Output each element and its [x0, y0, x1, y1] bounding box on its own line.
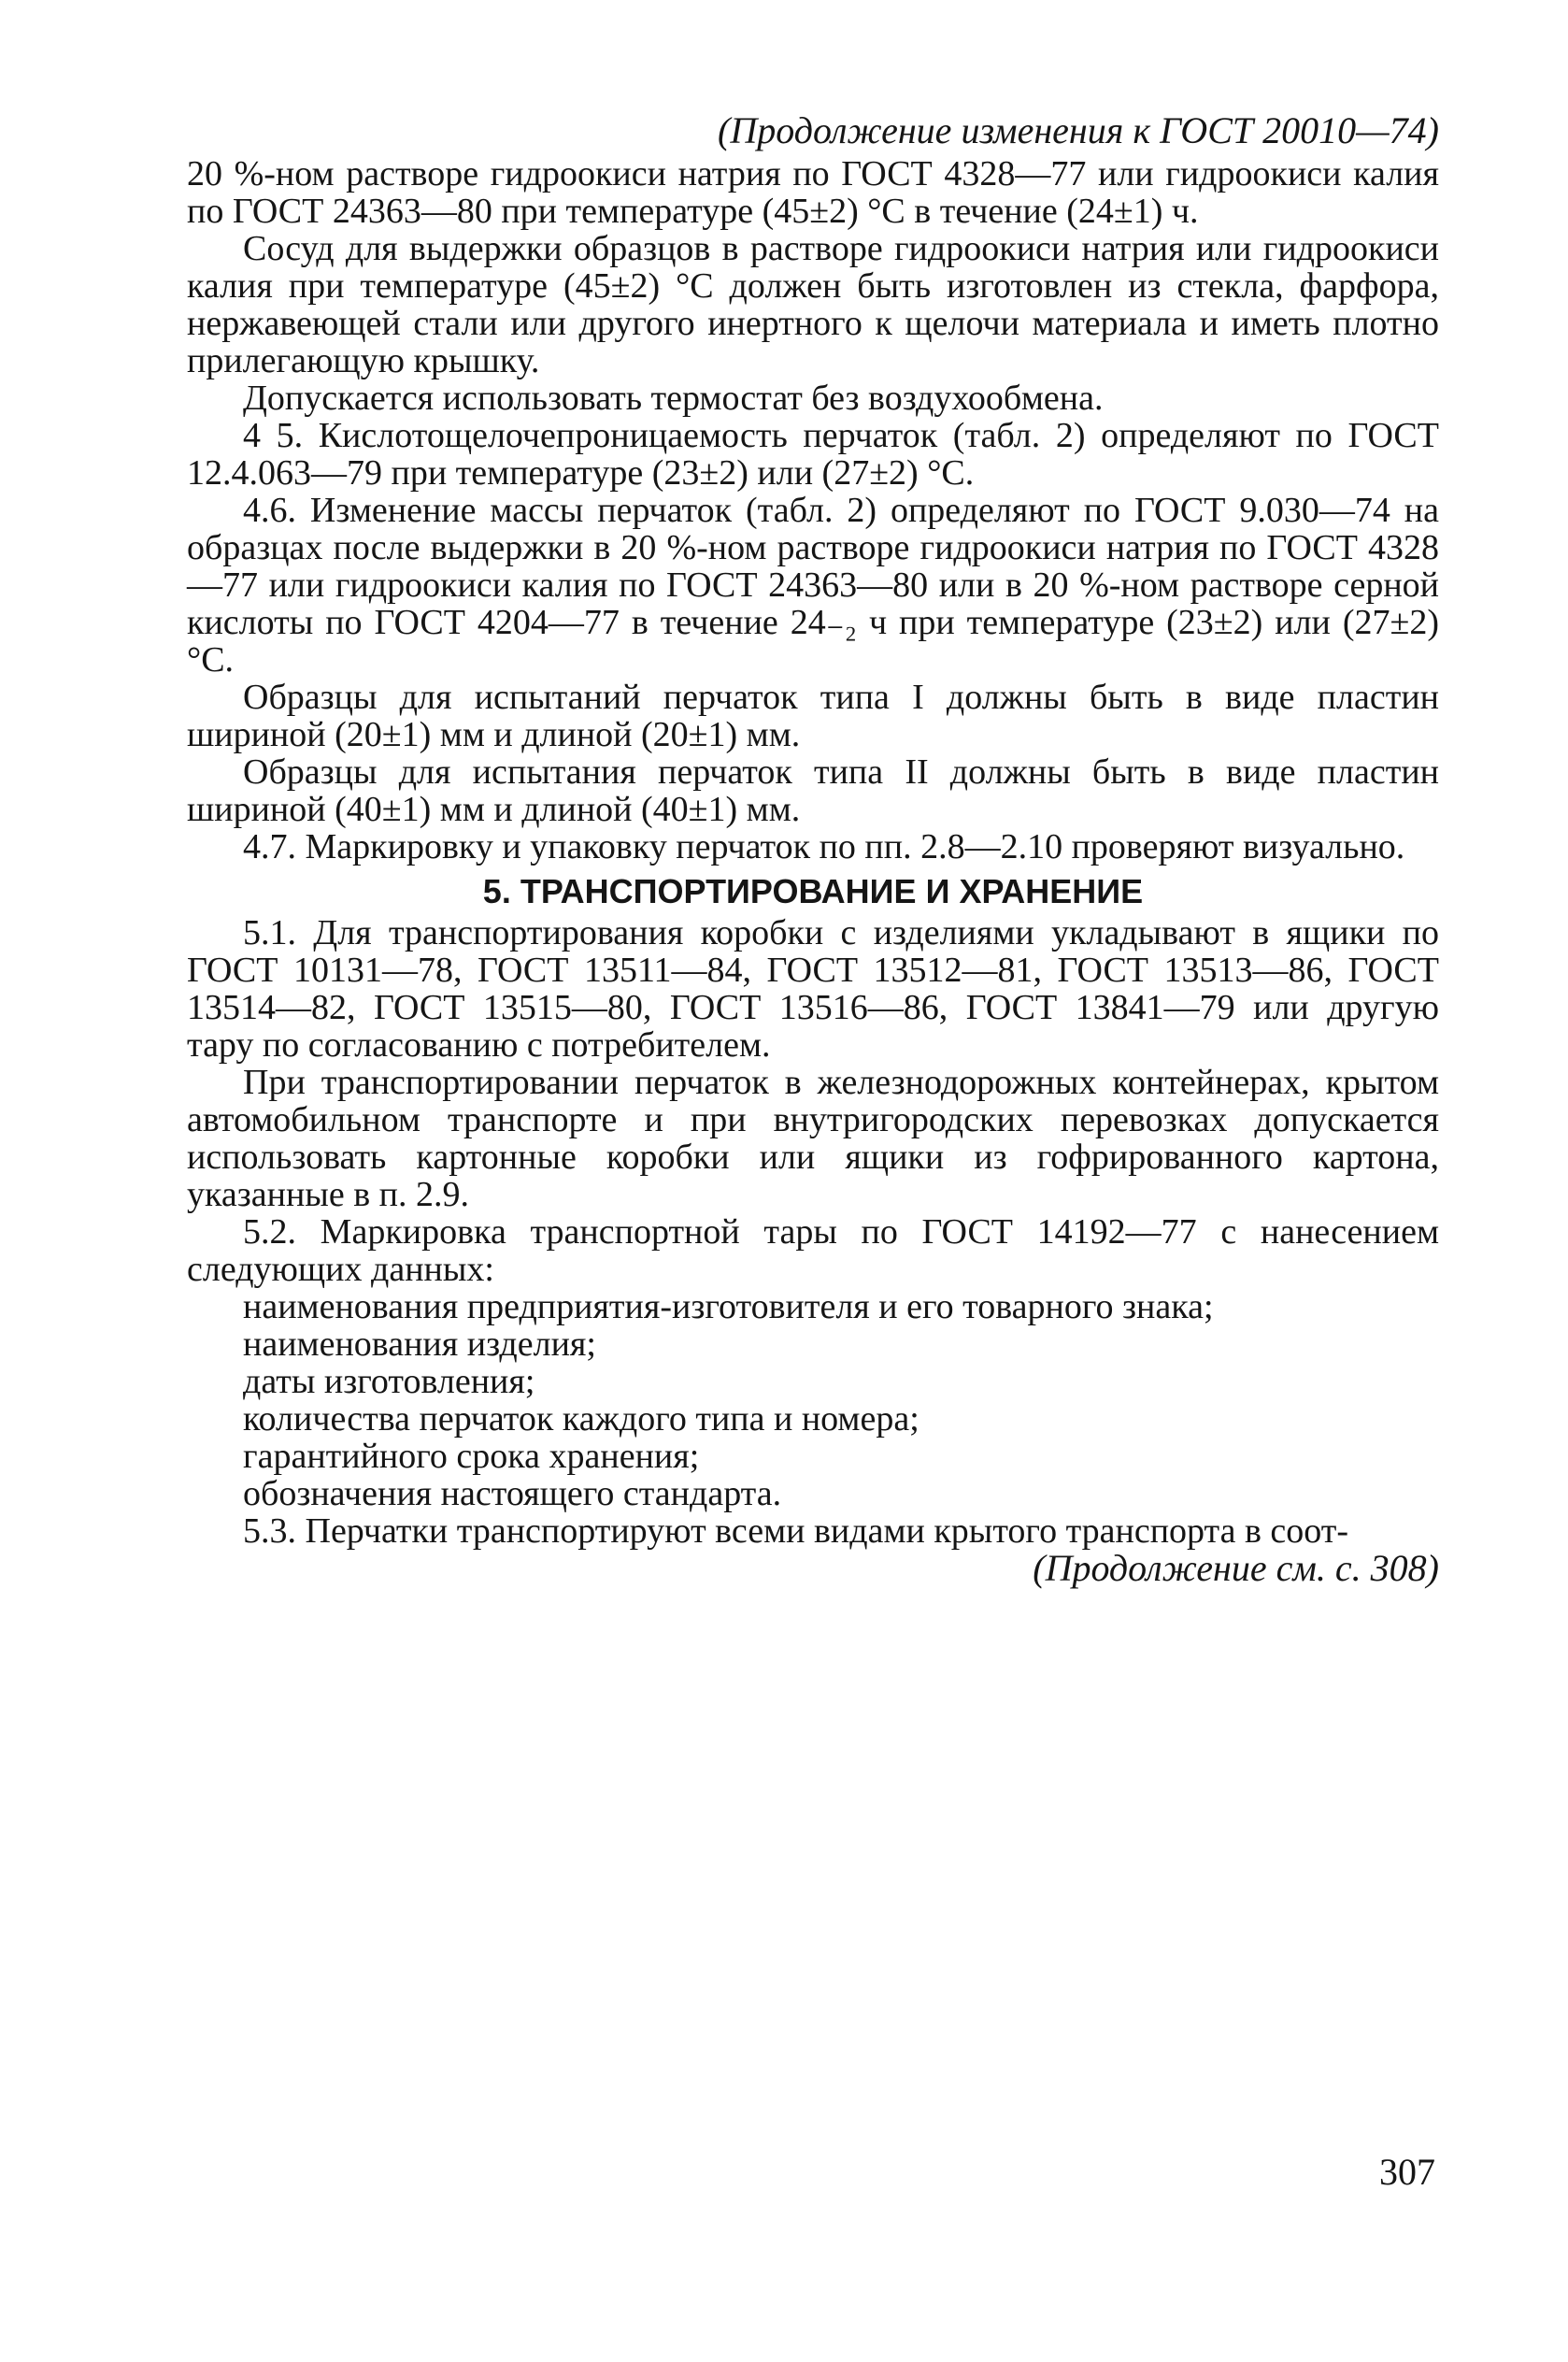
paragraph: Образцы для испытания перчаток типа II должны быть в виде пластин шириной (40±1) мм и длиной (40±1) мм.	[187, 752, 1439, 829]
paragraph: 4.7. Маркировку и упаковку перчаток по пп. 2.8—2.10 проверяют визуально.	[243, 827, 1405, 866]
text-block	[187, 109, 1439, 1589]
paragraph: 20 %-ном растворе гидроокиси натрия по ГОСТ 4328—77 или гидроокиси калия по ГОСТ 24363—80 при температуре (45±2) °С в течение (24±1) ч.	[187, 154, 1439, 231]
paragraph: 5.2. Маркировка транспортной тары по ГОСТ 14192—77 с нанесением следующих данных:	[187, 1212, 1439, 1289]
paragraph: Образцы для испытаний перчаток типа I должны быть в виде пластин шириной (20±1) мм и длиной (20±1) мм.	[187, 678, 1439, 754]
running-header: (Продолжение изменения к ГОСТ 20010—74)	[718, 109, 1439, 151]
paragraph: 4.6. Изменение массы перчаток (табл. 2) определяют по ГОСТ 9.030—74 на образцах после выдержки в 20 %-ном растворе гидроокиси натрия по ГОСТ 4328—77 или гидроокиси калия по ГОСТ 24363—80 или в 20 %-ном растворе серной кислоты по ГОСТ 4204—77 в течение 24₋₂ ч при температуре (23±2) или (27±2) °С.	[187, 491, 1439, 680]
list-item: даты изготовления;	[243, 1362, 535, 1401]
marking-list	[187, 1288, 1439, 1512]
paragraph: 4 5. Кислотощелочепроницаемость перчаток (табл. 2) определяют по ГОСТ 12.4.063—79 при температуре (23±2) или (27±2) °С.	[187, 416, 1439, 493]
list-item: наименования изделия;	[243, 1324, 596, 1364]
paragraph: 5.3. Перчатки транспортируют всеми видами крытого транспорта в соот-	[243, 1511, 1349, 1551]
paragraph: Допускается использовать термостат без воздухообмена.	[243, 379, 1104, 418]
paragraph: 5.1. Для транспортирования коробки с изделиями укладывают в ящики по ГОСТ 10131—78, ГОСТ 13511—84, ГОСТ 13512—81, ГОСТ 13513—86, ГОСТ 13514—82, ГОСТ 13515—80, ГОСТ 13516—86, ГОСТ 13841—79 или другую тару по согласованию с потребителем.	[187, 913, 1439, 1065]
continuation-note: (Продолжение см. с. 308)	[1033, 1547, 1439, 1589]
list-item: количества перчаток каждого типа и номера;	[243, 1399, 919, 1439]
list-item: обозначения настоящего стандарта.	[243, 1474, 782, 1513]
paragraph: Сосуд для выдержки образцов в растворе гидроокиси натрия или гидроокиси калия при температуре (45±2) °С должен быть изготовлен из стекла, фарфора, нержавеющей стали или другого инертного к щелочи материала и иметь плотно прилегающую крышку.	[187, 229, 1439, 380]
list-item: наименования предприятия-изготовителя и его товарного знака;	[243, 1287, 1214, 1326]
list-item: гарантийного срока хранения;	[243, 1437, 700, 1476]
section-title: 5. ТРАНСПОРТИРОВАНИЕ И ХРАНЕНИЕ	[482, 872, 1144, 910]
page-number: 307	[1379, 2151, 1435, 2193]
paragraph: При транспортировании перчаток в железнодорожных контейнерах, крытом автомобильном транспорте и при внутригородских перевозках допускается использовать картонные коробки или ящики из гофрированного картона, указанные в п. 2.9.	[187, 1063, 1439, 1214]
